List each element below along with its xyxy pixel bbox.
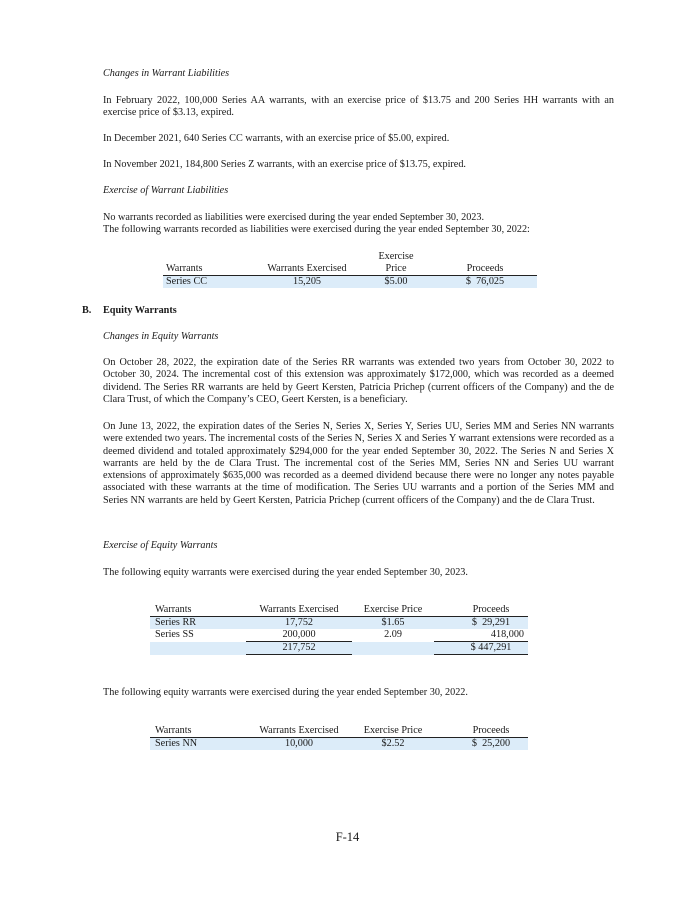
cell-warrants: Series RR: [155, 617, 197, 628]
table-row: [150, 738, 528, 751]
table-row: [150, 617, 528, 630]
table-row: [150, 629, 528, 642]
table-header-row: [163, 263, 537, 276]
cell-exercised: 15,205: [292, 276, 321, 287]
table-header-row: [150, 604, 528, 617]
cell-exercised: 17,752: [284, 617, 313, 628]
paragraph-series-aa-hh-expired: In February 2022, 100,000 Series AA warrants, with an exercise price of $13.75 and 200 Series HH warrants with an exercise price of $3.13, expired.: [103, 95, 614, 119]
section-letter: B.: [82, 305, 92, 316]
paragraph-series-cc-expired: In December 2021, 640 Series CC warrants, with an exercise price of $5.00, expired.: [103, 133, 450, 144]
column-header-proceeds: Proceeds: [434, 604, 528, 617]
cell-warrants: Series CC: [166, 276, 208, 287]
exercise-warrant-liabilities-heading: Exercise of Warrant Liabilities: [103, 185, 229, 196]
column-header-warrants-exercised: Warrants Exercised: [255, 263, 359, 276]
cell-exercised: 200,000: [246, 629, 352, 642]
changes-warrant-liabilities-heading: Changes in Warrant Liabilities: [103, 68, 230, 79]
paragraph-equity-exercised-2023: The following equity warrants were exercised during the year ended September 30, 2023.: [103, 567, 468, 578]
cell-proceeds: $ 29,291: [471, 617, 511, 628]
changes-equity-warrants-heading: Changes in Equity Warrants: [103, 331, 219, 342]
column-header-warrants-exercised: Warrants Exercised: [246, 604, 352, 617]
cell-exercised: 10,000: [284, 738, 313, 749]
liability-warrants-exercised-2022-table: [163, 251, 537, 288]
column-header-warrants-exercised: Warrants Exercised: [246, 725, 352, 738]
column-header-exercise: Exercise: [378, 251, 414, 262]
column-header-exercise-price: Exercise Price: [352, 604, 434, 617]
cell-price: 2.09: [384, 629, 402, 641]
column-header-proceeds: Proceeds: [433, 263, 537, 276]
paragraph-no-liability-warrants-exercised: [103, 212, 614, 237]
table-total-row: [150, 642, 528, 655]
cell-price: $1.65: [381, 617, 405, 628]
equity-warrants-heading: Equity Warrants: [103, 305, 177, 316]
table-header-row: [150, 725, 528, 738]
exercise-equity-warrants-heading: Exercise of Equity Warrants: [103, 540, 218, 551]
column-header-warrants: Warrants: [150, 725, 246, 738]
cell-proceeds: $ 25,200: [471, 738, 511, 749]
paragraph-series-z-expired: In November 2021, 184,800 Series Z warrants, with an exercise price of $13.75, expired.: [103, 159, 466, 170]
column-header-proceeds: Proceeds: [434, 725, 528, 738]
paragraph-warrant-extensions-june-2022: On June 13, 2022, the expiration dates of the Series N, Series X, Series Y, Series UU, Series MM and Series NN warrants were extended two years. The incremental costs of the Series N, Series X and Series Y warrant extensions were recorded as a deemed dividend and totaled approximately $294,000 for the year ended September 30, 2022. The Series N and Series X warrants are held by the de Clara Trust. The incremental cost of the Series MM, Series NN and Series UU warrant extensions of approximately $635,000 was recorded as a deemed dividend because there were no longer any notes payable associated with these warrants at the time of modification. The Series UU warrants and a portion of the Series MM and Series NN warrants are held by Geert Kersten, Patricia Prichep (current officers of the Company) and the de Clara Trust.: [103, 421, 614, 506]
cell-warrants: Series NN: [155, 738, 198, 749]
equity-warrants-exercised-2023-table: [150, 604, 528, 655]
cell-proceeds: $ 76,025: [465, 276, 505, 287]
paragraph-line: No warrants recorded as liabilities were exercised during the year ended September 30, 2023.: [103, 212, 485, 223]
cell-price: $2.52: [381, 738, 405, 749]
paragraph-equity-exercised-2022: The following equity warrants were exercised during the year ended September 30, 2022.: [103, 687, 468, 698]
equity-warrants-exercised-2022-table: [150, 725, 528, 750]
cell-total-exercised: 217,752: [246, 642, 352, 655]
table-header-row-top: [163, 251, 537, 263]
cell-total-proceeds: $ 447,291: [434, 642, 528, 655]
cell-proceeds: 418,000: [434, 629, 528, 642]
paragraph-line: The following warrants recorded as liabilities were exercised during the year ended September 30, 2022:: [103, 224, 530, 236]
cell-price: $5.00: [384, 276, 408, 287]
page-number: F-14: [335, 830, 360, 844]
column-header-price: Price: [359, 263, 433, 276]
table-row: [163, 276, 537, 289]
column-header-exercise-price: Exercise Price: [352, 725, 434, 738]
paragraph-series-rr-extension: On October 28, 2022, the expiration date of the Series RR warrants was extended two years from October 30, 2022 to October 30, 2024. The incremental cost of this extension was approximately $172,000, which was recorded as a deemed dividend. The Series RR warrants are held by Geert Kersten, Patricia Prichep (current officers of the Company) and the de Clara Trust, of which the Company’s CEO, Geert Kersten, is a beneficiary.: [103, 357, 614, 405]
cell-warrants: Series SS: [155, 629, 194, 641]
column-header-warrants: Warrants: [163, 263, 255, 276]
column-header-warrants: Warrants: [150, 604, 246, 617]
